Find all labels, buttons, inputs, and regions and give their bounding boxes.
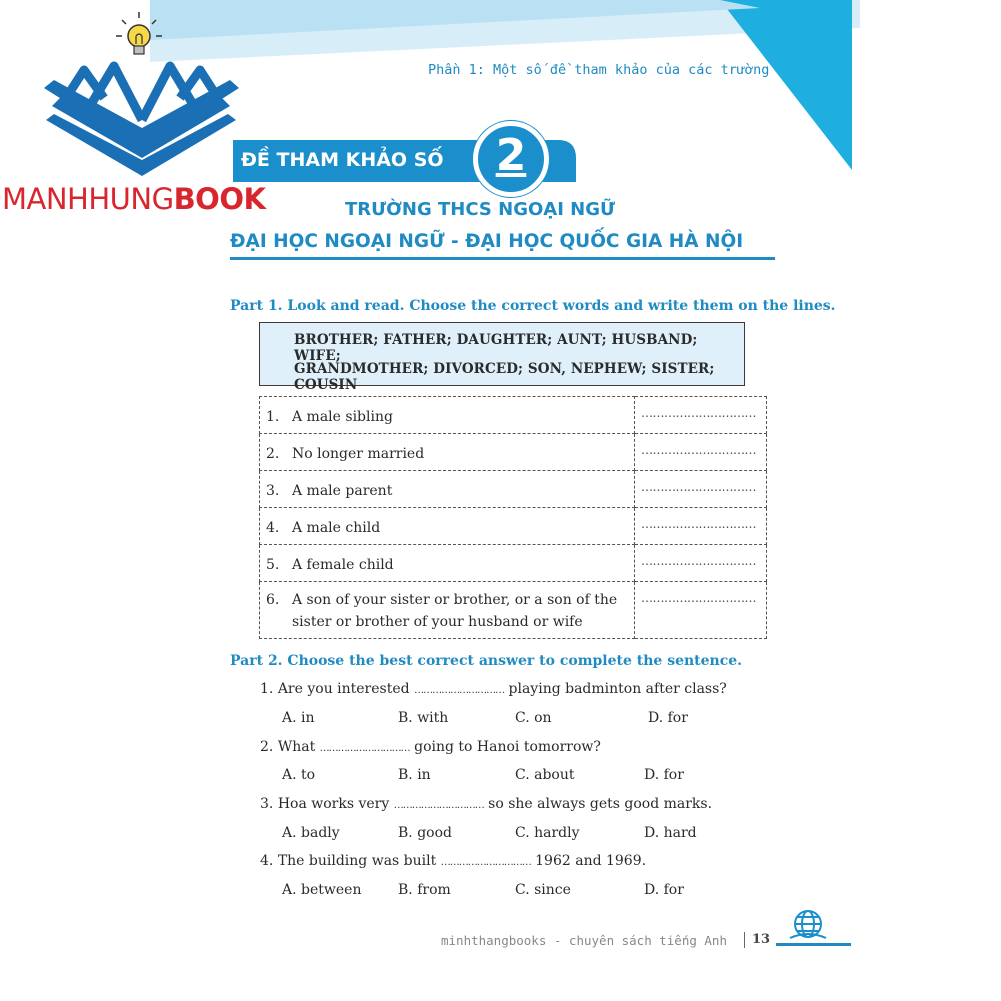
option-b[interactable]: B. good (398, 825, 452, 841)
part1-heading: Part 1. Look and read. Choose the correct words and write them on the lines. (230, 298, 836, 314)
question-number: 3. (260, 796, 274, 812)
option-b[interactable]: B. with (398, 710, 449, 726)
item-number: 2. (266, 446, 280, 462)
globe-book-icon (786, 908, 830, 944)
footer-divider (744, 932, 745, 948)
option-d[interactable]: D. hard (644, 825, 697, 841)
table-row (260, 545, 767, 582)
item-text: A male parent (292, 483, 393, 499)
option-c[interactable]: C. hardly (515, 825, 580, 841)
question-blank[interactable]: ………………………… (440, 857, 531, 868)
item-text: A son of your sister or brother, or a son of the (292, 592, 618, 608)
question-text-after: going to Hanoi tomorrow? (414, 739, 601, 755)
answer-blank[interactable]: ………………………… (641, 406, 757, 420)
question-text-after: 1962 and 1969. (535, 853, 647, 869)
book-logo-icon (44, 58, 239, 176)
word-bank-line1: BROTHER; FATHER; DAUGHTER; AUNT; HUSBAND; WIFE; (294, 332, 698, 364)
brand-name-part2: BOOK (173, 182, 266, 216)
option-a[interactable]: A. in (282, 710, 315, 726)
question-number: 2. (260, 739, 274, 755)
question-blank[interactable]: ………………………… (393, 800, 484, 811)
page-number: 13 (752, 932, 771, 947)
word-bank (259, 322, 745, 393)
option-a[interactable]: A. to (282, 767, 316, 783)
question-blank[interactable]: ………………………… (319, 743, 410, 754)
question-2 (260, 739, 601, 755)
word-bank-line2: GRANDMOTHER; DIVORCED; SON, NEPHEW; SISTER; COUSIN (294, 361, 715, 393)
option-c[interactable]: C. since (515, 882, 571, 898)
answer-blank[interactable]: ………………………… (641, 443, 757, 457)
item-number: 1. (266, 409, 280, 425)
exam-number: 2 (495, 130, 527, 181)
title-underline (230, 257, 775, 260)
question-number: 1. (260, 681, 274, 697)
question-1 (260, 681, 727, 697)
table-row (260, 471, 767, 508)
item-text: A female child (292, 557, 394, 573)
brand-name-part1: MANHHUNG (2, 182, 174, 216)
school-name-line1: TRƯỜNG THCS NGOẠI NGỮ (345, 199, 616, 220)
question-text: Are you interested (277, 681, 410, 697)
item-text-continued: sister or brother of your husband or wife (292, 614, 583, 630)
question-text-after: playing badminton after class? (508, 681, 727, 697)
option-d[interactable]: D. for (644, 882, 684, 898)
footer-text: minhthangbooks - chuyên sách tiếng Anh (441, 933, 727, 948)
option-a[interactable]: A. badly (282, 825, 340, 841)
option-d[interactable]: D. for (648, 710, 688, 726)
question-number: 4. (260, 853, 274, 869)
table-row (260, 434, 767, 471)
item-text: No longer married (292, 446, 425, 462)
brand-logo-text (2, 182, 265, 216)
item-text: A male child (292, 520, 381, 536)
exam-label: ĐỀ THAM KHẢO SỐ (241, 149, 444, 171)
question-3 (260, 796, 712, 812)
table-row (260, 397, 767, 434)
question-text: What (277, 739, 316, 755)
exam-number-badge (473, 121, 549, 197)
item-number: 6. (266, 592, 280, 608)
question-text: The building was built (277, 853, 437, 869)
running-head: Phần 1: Một số đề tham khảo của các trường (428, 62, 770, 78)
answer-blank[interactable]: ………………………… (641, 517, 757, 531)
school-name-line2: ĐẠI HỌC NGOẠI NGỮ - ĐẠI HỌC QUỐC GIA HÀ NỘI (230, 231, 744, 252)
part2-heading: Part 2. Choose the best correct answer to complete the sentence. (230, 653, 743, 669)
option-a[interactable]: A. between (282, 882, 362, 898)
question-blank[interactable]: ………………………… (414, 685, 505, 696)
option-c[interactable]: C. on (515, 710, 552, 726)
item-number: 5. (266, 557, 280, 573)
option-c[interactable]: C. about (515, 767, 575, 783)
answer-blank[interactable]: ………………………… (641, 480, 757, 494)
item-number: 3. (266, 483, 280, 499)
question-text: Hoa works very (277, 796, 390, 812)
answer-blank[interactable]: ………………………… (641, 554, 757, 568)
option-b[interactable]: B. in (398, 767, 431, 783)
table-row (260, 508, 767, 545)
answer-blank[interactable]: ………………………… (641, 591, 757, 605)
question-4 (260, 853, 646, 869)
question-text-after: so she always gets good marks. (488, 796, 713, 812)
lightbulb-icon (114, 10, 164, 62)
table-row (260, 582, 767, 639)
option-d[interactable]: D. for (644, 767, 684, 783)
item-number: 4. (266, 520, 280, 536)
part1-table (259, 396, 767, 639)
option-b[interactable]: B. from (398, 882, 451, 898)
item-text: A male sibling (292, 409, 393, 425)
